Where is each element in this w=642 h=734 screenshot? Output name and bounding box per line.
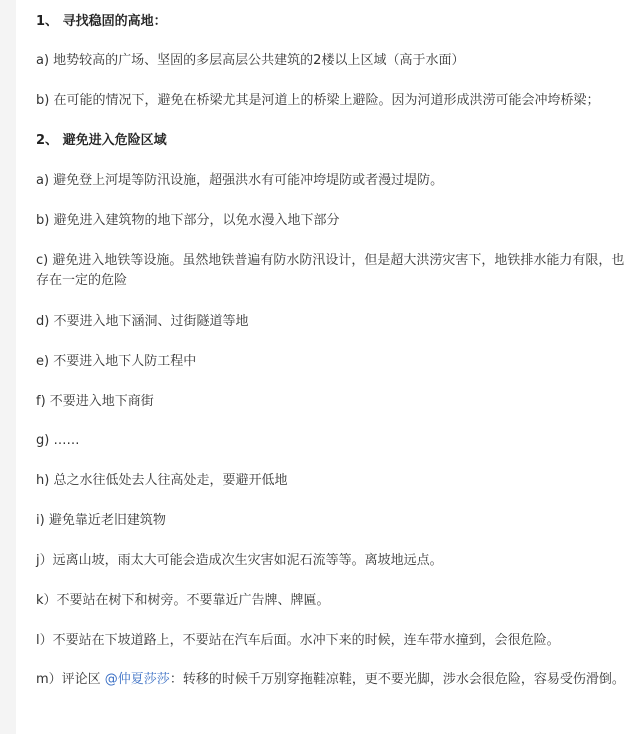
list-item-2b: b) 避免进入建筑物的地下部分，以免水漫入地下部分 xyxy=(36,213,340,228)
list-item-2e: e) 不要进入地下人防工程中 xyxy=(36,354,197,369)
list-item-2f: f) 不要进入地下商街 xyxy=(36,394,154,409)
user-mention-link[interactable]: @仲夏莎莎 xyxy=(104,672,170,687)
section-heading-1: 1、 寻找稳固的高地： xyxy=(36,14,167,29)
list-item-2j: j）远离山坡，雨太大可能会造成次生灾害如泥石流等等。离坡地远点。 xyxy=(36,553,443,568)
list-item-2a: a) 避免登上河堤等防汛设施，超强洪水有可能冲垮堤防或者漫过堤防。 xyxy=(36,173,444,188)
list-item-2c: c) 避免进入地铁等设施。虽然地铁普遍有防水防汛设计，但是超大洪涝灾害下，地铁排水能力有限，也存在一定的危险 xyxy=(36,253,625,288)
list-item-2g: g) …… xyxy=(36,433,80,448)
list-item-2m xyxy=(36,670,626,690)
list-item-1b: b) 在可能的情况下，避免在桥梁尤其是河道上的桥梁上避险。因为河道形成洪涝可能会冲垮桥梁； xyxy=(36,93,600,108)
left-margin-bar xyxy=(0,0,16,734)
list-item-2m-prefix: m）评论区 xyxy=(36,672,105,687)
list-item-2k: k）不要站在树下和树旁。不要靠近广告牌、牌匾。 xyxy=(36,593,330,608)
list-item-2i: i) 避免靠近老旧建筑物 xyxy=(36,513,166,528)
list-item-2l: l）不要站在下坡道路上，不要站在汽车后面。水冲下来的时候，连车带水撞到，会很危险。 xyxy=(36,633,560,648)
list-item-2d: d) 不要进入地下涵洞、过街隧道等地 xyxy=(36,314,249,329)
list-item-2m-text: ：转移的时候千万别穿拖鞋凉鞋，更不要光脚，涉水会很危险，容易受伤滑倒。 xyxy=(169,672,625,687)
list-item-2h: h) 总之水往低处去人往高处走，要避开低地 xyxy=(36,473,288,488)
list-item-1a: a) 地势较高的广场、坚固的多层高层公共建筑的2楼以上区域（高于水面） xyxy=(36,53,465,68)
section-heading-2: 2、 避免进入危险区域 xyxy=(36,133,167,148)
